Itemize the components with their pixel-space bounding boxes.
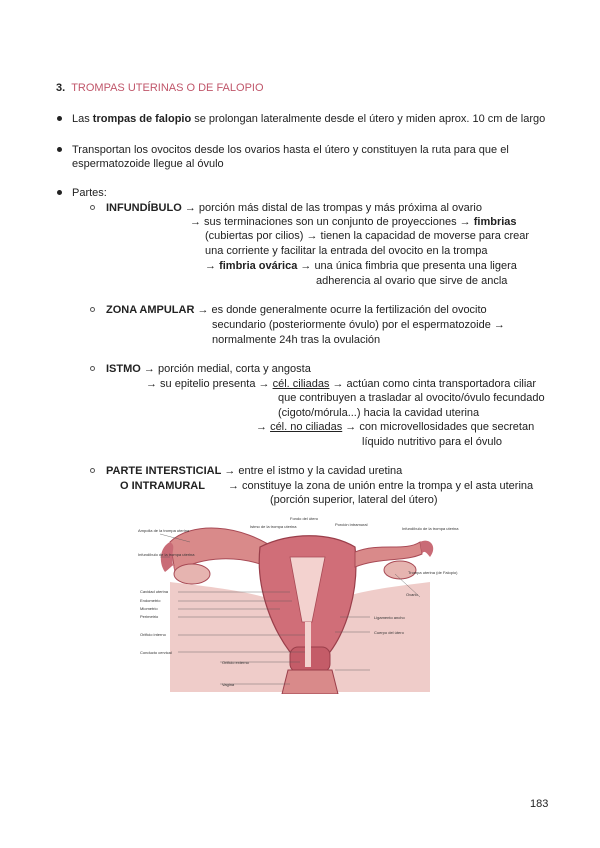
uterus-anatomy-figure <box>130 512 470 694</box>
text: → es donde generalmente ocurre la fertilización del ovocito <box>194 304 487 316</box>
text: Las <box>72 113 93 125</box>
label-istmo: Istmo de la trompa uterina <box>250 524 297 529</box>
sub-bullet-ring <box>90 205 95 210</box>
label-endometrio: Endometrio <box>140 598 161 603</box>
label-vagina: Vagina <box>222 682 235 687</box>
underlined-term: cél. no ciliadas <box>270 421 343 433</box>
istmo-line3: que contribuyen a trasladar al ovocito/óvulo fecundado <box>278 392 545 404</box>
vagina <box>282 670 338 694</box>
text: → una única fimbria que presenta una ligera <box>297 260 517 272</box>
label-ampolla: Ampolla de la trompa uterina <box>138 528 190 533</box>
text: → su epitelio presenta → <box>146 378 273 390</box>
istmo-line2 <box>146 377 536 391</box>
bullet-trompas-length <box>72 112 545 126</box>
text: → porción medial, corta y angosta <box>140 363 311 375</box>
infundibulo-line5 <box>205 259 517 273</box>
label-cuerpo: Cuerpo del útero <box>374 630 404 635</box>
label-trompa: Trompa uterina (de Falopio) <box>408 570 458 575</box>
label-fondo: Fondo del útero <box>290 516 319 521</box>
ampular-line2: secundario (posteriormente óvulo) por el espermatozoide → <box>212 319 505 331</box>
term: INFUNDÍBULO <box>106 202 182 214</box>
intersticial-line2: → constituye la zona de unión entre la trompa y el asta uterina <box>228 480 534 492</box>
label-orificio-interno: Orificio interno <box>140 632 166 637</box>
label-infundibulo: Infundíbulo de la trompa uterina <box>138 552 195 557</box>
term: fimbrias <box>473 216 517 228</box>
infundibulo-line6: adherencia al ovario que sirve de ancla <box>316 275 508 287</box>
istmo-line4: (cigoto/mórula...) hacia la cavidad uterina <box>278 407 480 419</box>
term: PARTE INTERSTICIAL <box>106 465 222 477</box>
term: fimbria ovárica <box>219 260 298 272</box>
section-number: 3. <box>56 82 66 94</box>
label-infundibulo-right: Infundíbulo de la trompa uterina <box>402 526 459 531</box>
uterus-illustration <box>130 512 470 694</box>
intersticial-line1 <box>106 464 402 478</box>
infundibulo-line4: una corriente y facilitar la entrada del ovocito en la trompa <box>205 245 488 257</box>
section-heading <box>56 81 264 95</box>
infundibulo-line2 <box>190 215 517 229</box>
term: ISTMO <box>106 363 141 375</box>
term: O INTRAMURAL <box>120 480 205 492</box>
label-miometrio: Miometrio <box>140 606 158 611</box>
label-intramural: Porción intramural <box>335 522 368 527</box>
term: ZONA AMPULAR <box>106 304 195 316</box>
ampular-line1 <box>106 303 487 317</box>
text: → sus terminaciones son un conjunto de proyecciones → <box>190 216 474 228</box>
text: → <box>256 421 271 433</box>
bullet-transport-line2: espermatozoide llegue al óvulo <box>72 158 224 170</box>
intersticial-line3: (porción superior, lateral del útero) <box>270 494 438 506</box>
istmo-line6: líquido nutritivo para el óvulo <box>362 436 503 448</box>
intersticial-name2 <box>120 479 205 493</box>
text: → con microvellosidades que secretan <box>342 421 535 433</box>
ampular-line3: normalmente 24h tras la ovulación <box>212 334 381 346</box>
text: se prolongan lateralmente desde el útero y miden aprox. 10 cm de largo <box>191 113 546 125</box>
underlined-term: cél. ciliadas <box>272 378 330 390</box>
bullet-dot <box>57 116 62 121</box>
bullet-dot <box>57 190 62 195</box>
bullet-transport-line1: Transportan los ovocitos desde los ovarios hasta el útero y constituyen la ruta para que el <box>72 144 509 156</box>
cervical-canal <box>305 622 311 667</box>
text: → entre el istmo y la cavidad uretina <box>221 465 403 477</box>
text: → porción más distal de las trompas y más próxima al ovario <box>181 202 482 214</box>
label-perimetrio: Perimetrio <box>140 614 159 619</box>
label-ovario: Ovario <box>406 592 418 597</box>
text: → <box>205 260 220 272</box>
label-cavidad: Cavidad uterina <box>140 589 169 594</box>
left-ovary <box>174 564 210 584</box>
bullet-dot <box>57 147 62 152</box>
text: → actúan como cinta transportadora ciliar <box>329 378 537 390</box>
sub-bullet-ring <box>90 307 95 312</box>
infundibulo-line3: (cubiertas por cilios) → tienen la capacidad de moverse para crear <box>205 230 530 242</box>
infundibulo-line1 <box>106 201 482 215</box>
istmo-line5 <box>256 420 534 434</box>
section-title: TROMPAS UTERINAS O DE FALOPIO <box>71 82 264 94</box>
bold-term: trompas de falopio <box>92 113 192 125</box>
page-number: 183 <box>530 798 549 810</box>
sub-bullet-ring <box>90 366 95 371</box>
label-conducto: Conducto cervical <box>140 650 172 655</box>
istmo-line1 <box>106 362 311 376</box>
bullet-partes: Partes: <box>72 187 107 199</box>
sub-bullet-ring <box>90 468 95 473</box>
label-orificio-externo: Orificio externo <box>222 660 249 665</box>
label-ligamento: Ligamento ancho <box>374 615 405 620</box>
